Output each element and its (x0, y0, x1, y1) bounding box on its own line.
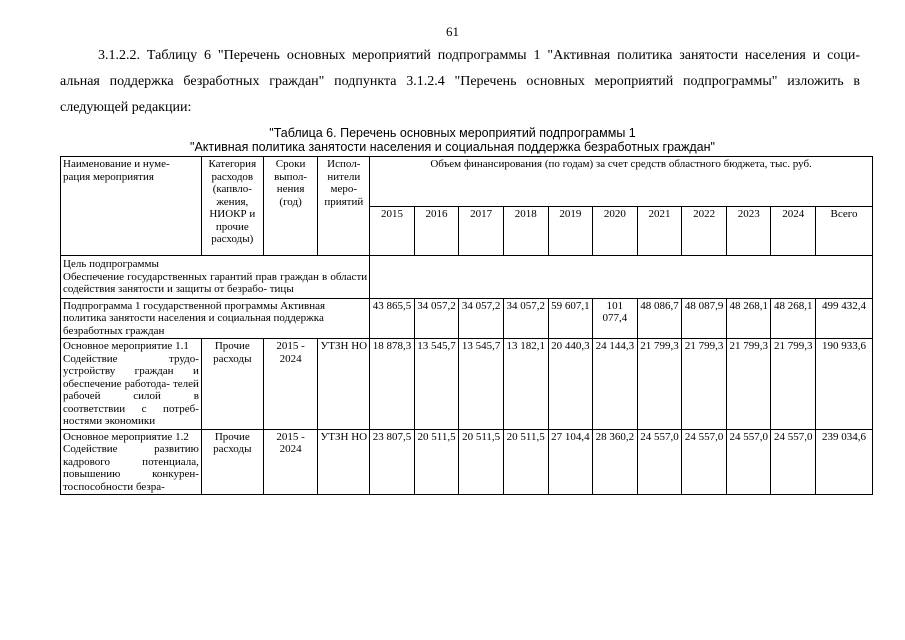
table-cell: 21 799,3 (682, 339, 727, 430)
header-year: 2021 (637, 206, 682, 256)
table-cell: 13 182,1 (503, 339, 548, 430)
table-cell: 34 057,2 (414, 298, 459, 339)
measure-category: Прочие расходы (201, 339, 263, 430)
table-cell: 27 104,4 (548, 429, 593, 495)
table-cell: 43 865,5 (370, 298, 415, 339)
table-cell: 18 878,3 (370, 339, 415, 430)
goal-text: Обеспечение государственных гарантий прав граждан в области содействия занятости и защиты от безрабо- тицы (63, 270, 368, 295)
table-cell: 21 799,3 (771, 339, 816, 430)
measure-category: Прочие расходы (201, 429, 263, 495)
measure-title: Основное мероприятие 1.2 (63, 430, 189, 443)
table-cell: 20 511,5 (503, 429, 548, 495)
measure-executor: УТЗН НО (318, 429, 370, 495)
table-cell: 48 268,1 (726, 298, 771, 339)
header-executors: Испол- нители меро- приятий (318, 157, 370, 256)
table-cell: 48 086,7 (637, 298, 682, 339)
table-cell: 20 511,5 (414, 429, 459, 495)
header-total: Всего (816, 206, 873, 256)
header-year: 2022 (682, 206, 727, 256)
table-cell: 48 268,1 (771, 298, 816, 339)
header-row (61, 157, 873, 207)
header-year: 2024 (771, 206, 816, 256)
table-cell: 21 799,3 (726, 339, 771, 430)
measure-terms: 2015 - 2024 (263, 429, 318, 495)
header-year: 2016 (414, 206, 459, 256)
table-cell: 13 545,7 (459, 339, 504, 430)
measure-name (61, 429, 202, 495)
table-cell: 20 440,3 (548, 339, 593, 430)
header-year: 2017 (459, 206, 504, 256)
table-cell: 34 057,2 (503, 298, 548, 339)
table-title-line-1: "Таблица 6. Перечень основных мероприятий подпрограммы 1 (269, 126, 636, 140)
header-year: 2023 (726, 206, 771, 256)
goal-row (61, 256, 873, 299)
table-cell: 34 057,2 (459, 298, 504, 339)
table-row (61, 339, 873, 430)
header-funding: Объем финансирования (по годам) за счет средств областного бюджета, тыс. руб. (370, 157, 873, 207)
table-cell: 24 557,0 (682, 429, 727, 495)
table-cell: 48 087,9 (682, 298, 727, 339)
table-cell: 23 807,5 (370, 429, 415, 495)
intro-line-2: альная поддержка безработных граждан" подпункта 3.1.2.4 "Перечень основных мероприятий подпрограммы" изложить в (60, 74, 860, 89)
header-category: Категория расходов (капвло- жения, НИОКР и прочие расходы) (201, 157, 263, 256)
measure-name (61, 339, 202, 430)
table-cell: 59 607,1 (548, 298, 593, 339)
measure-terms: 2015 - 2024 (263, 339, 318, 430)
goal-empty-cell (370, 256, 873, 299)
measure-executor: УТЗН НО (318, 339, 370, 430)
table-cell: 24 557,0 (771, 429, 816, 495)
goal-title: Цель подпрограммы (63, 258, 159, 270)
measure-title: Основное мероприятие 1.1 (63, 340, 189, 352)
table-cell: 13 545,7 (414, 339, 459, 430)
table-cell: 21 799,3 (637, 339, 682, 430)
table-cell: 24 557,0 (726, 429, 771, 495)
intro-line-3: следующей редакции: (60, 100, 192, 115)
table-cell: 24 557,0 (637, 429, 682, 495)
header-year: 2019 (548, 206, 593, 256)
table-title-line-2: "Активная политика занятости населения и социальная поддержка безработных граждан" (190, 140, 715, 154)
table-cell: 499 432,4 (816, 298, 873, 339)
header-year: 2020 (593, 206, 638, 256)
subprogram-name: Подпрограмма 1 государственной программы Активная политика занятости населения и социальная поддержка безработных граждан (61, 298, 370, 339)
goal-cell (61, 256, 370, 299)
header-year: 2015 (370, 206, 415, 256)
intro-paragraph (60, 43, 860, 121)
measure-text: Содействие развитию кадрового потенциала, повышению конкурен- тоспособности безра- (63, 443, 199, 493)
table-cell: 24 144,3 (593, 339, 638, 430)
header-year: 2018 (503, 206, 548, 256)
page-number: 61 (446, 24, 459, 39)
measures-table (60, 156, 873, 495)
measure-text: Содействие трудо- устройству граждан и обеспечение работода- телей рабочей силой в соответствии с потреб- ностями экономики (63, 352, 199, 427)
header-terms: Сроки выпол- нения (год) (263, 157, 318, 256)
table-cell: 20 511,5 (459, 429, 504, 495)
header-name: Наименование и нуме- рация мероприятия (61, 157, 202, 256)
table-cell: 101 077,4 (593, 298, 638, 339)
table-cell: 28 360,2 (593, 429, 638, 495)
intro-line-1: 3.1.2.2. Таблицу 6 "Перечень основных мероприятий подпрограммы 1 "Активная политика занятости населения и соци- (98, 48, 860, 63)
table-row (61, 429, 873, 495)
subprogram-row (61, 298, 873, 339)
table-cell: 239 034,6 (816, 429, 873, 495)
table-cell: 190 933,6 (816, 339, 873, 430)
